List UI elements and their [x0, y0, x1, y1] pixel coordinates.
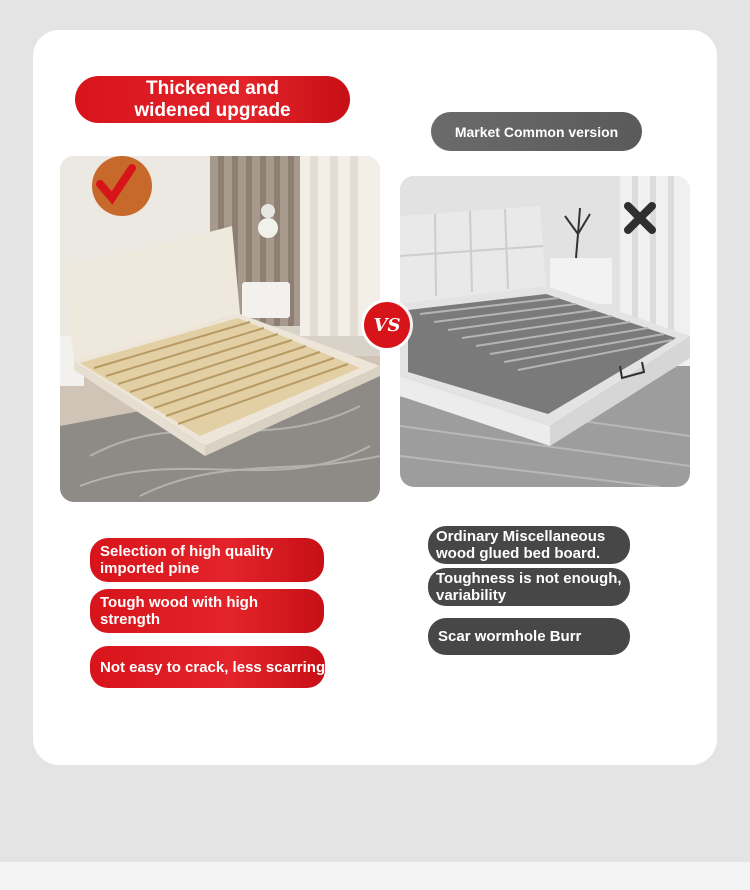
upgrade-title-badge	[75, 76, 350, 123]
vs-badge: VS	[364, 302, 410, 348]
market-title-badge	[431, 112, 642, 151]
upgrade-feature-pill	[90, 589, 324, 633]
market-drawback-pill	[428, 526, 630, 564]
market-title-label: Market Common version	[454, 123, 619, 140]
page-bottom-band	[0, 862, 750, 890]
market-drawback-label: Scar wormhole Burr	[438, 628, 582, 645]
upgrade-title-line-1: Thickened and	[145, 77, 280, 99]
market-drawback-pill	[428, 618, 630, 655]
upgraded-bed-image	[60, 156, 380, 502]
market-drawback-label: Ordinary Miscellaneous wood glued bed board.	[436, 528, 606, 562]
upgrade-feature-label: Tough wood with high strength	[100, 594, 259, 628]
upgrade-feature-label: Not easy to crack, less scarring	[100, 658, 326, 676]
common-bed-image	[400, 176, 690, 487]
market-drawback-label: Toughness is not enough, variability	[436, 570, 622, 604]
upgrade-feature-pill	[90, 538, 324, 582]
upgrade-feature-pill	[90, 646, 325, 688]
market-drawback-pill	[428, 568, 630, 606]
upgrade-title-line-2: widened upgrade	[134, 99, 291, 121]
upgrade-feature-label: Selection of high quality imported pine	[100, 543, 274, 577]
